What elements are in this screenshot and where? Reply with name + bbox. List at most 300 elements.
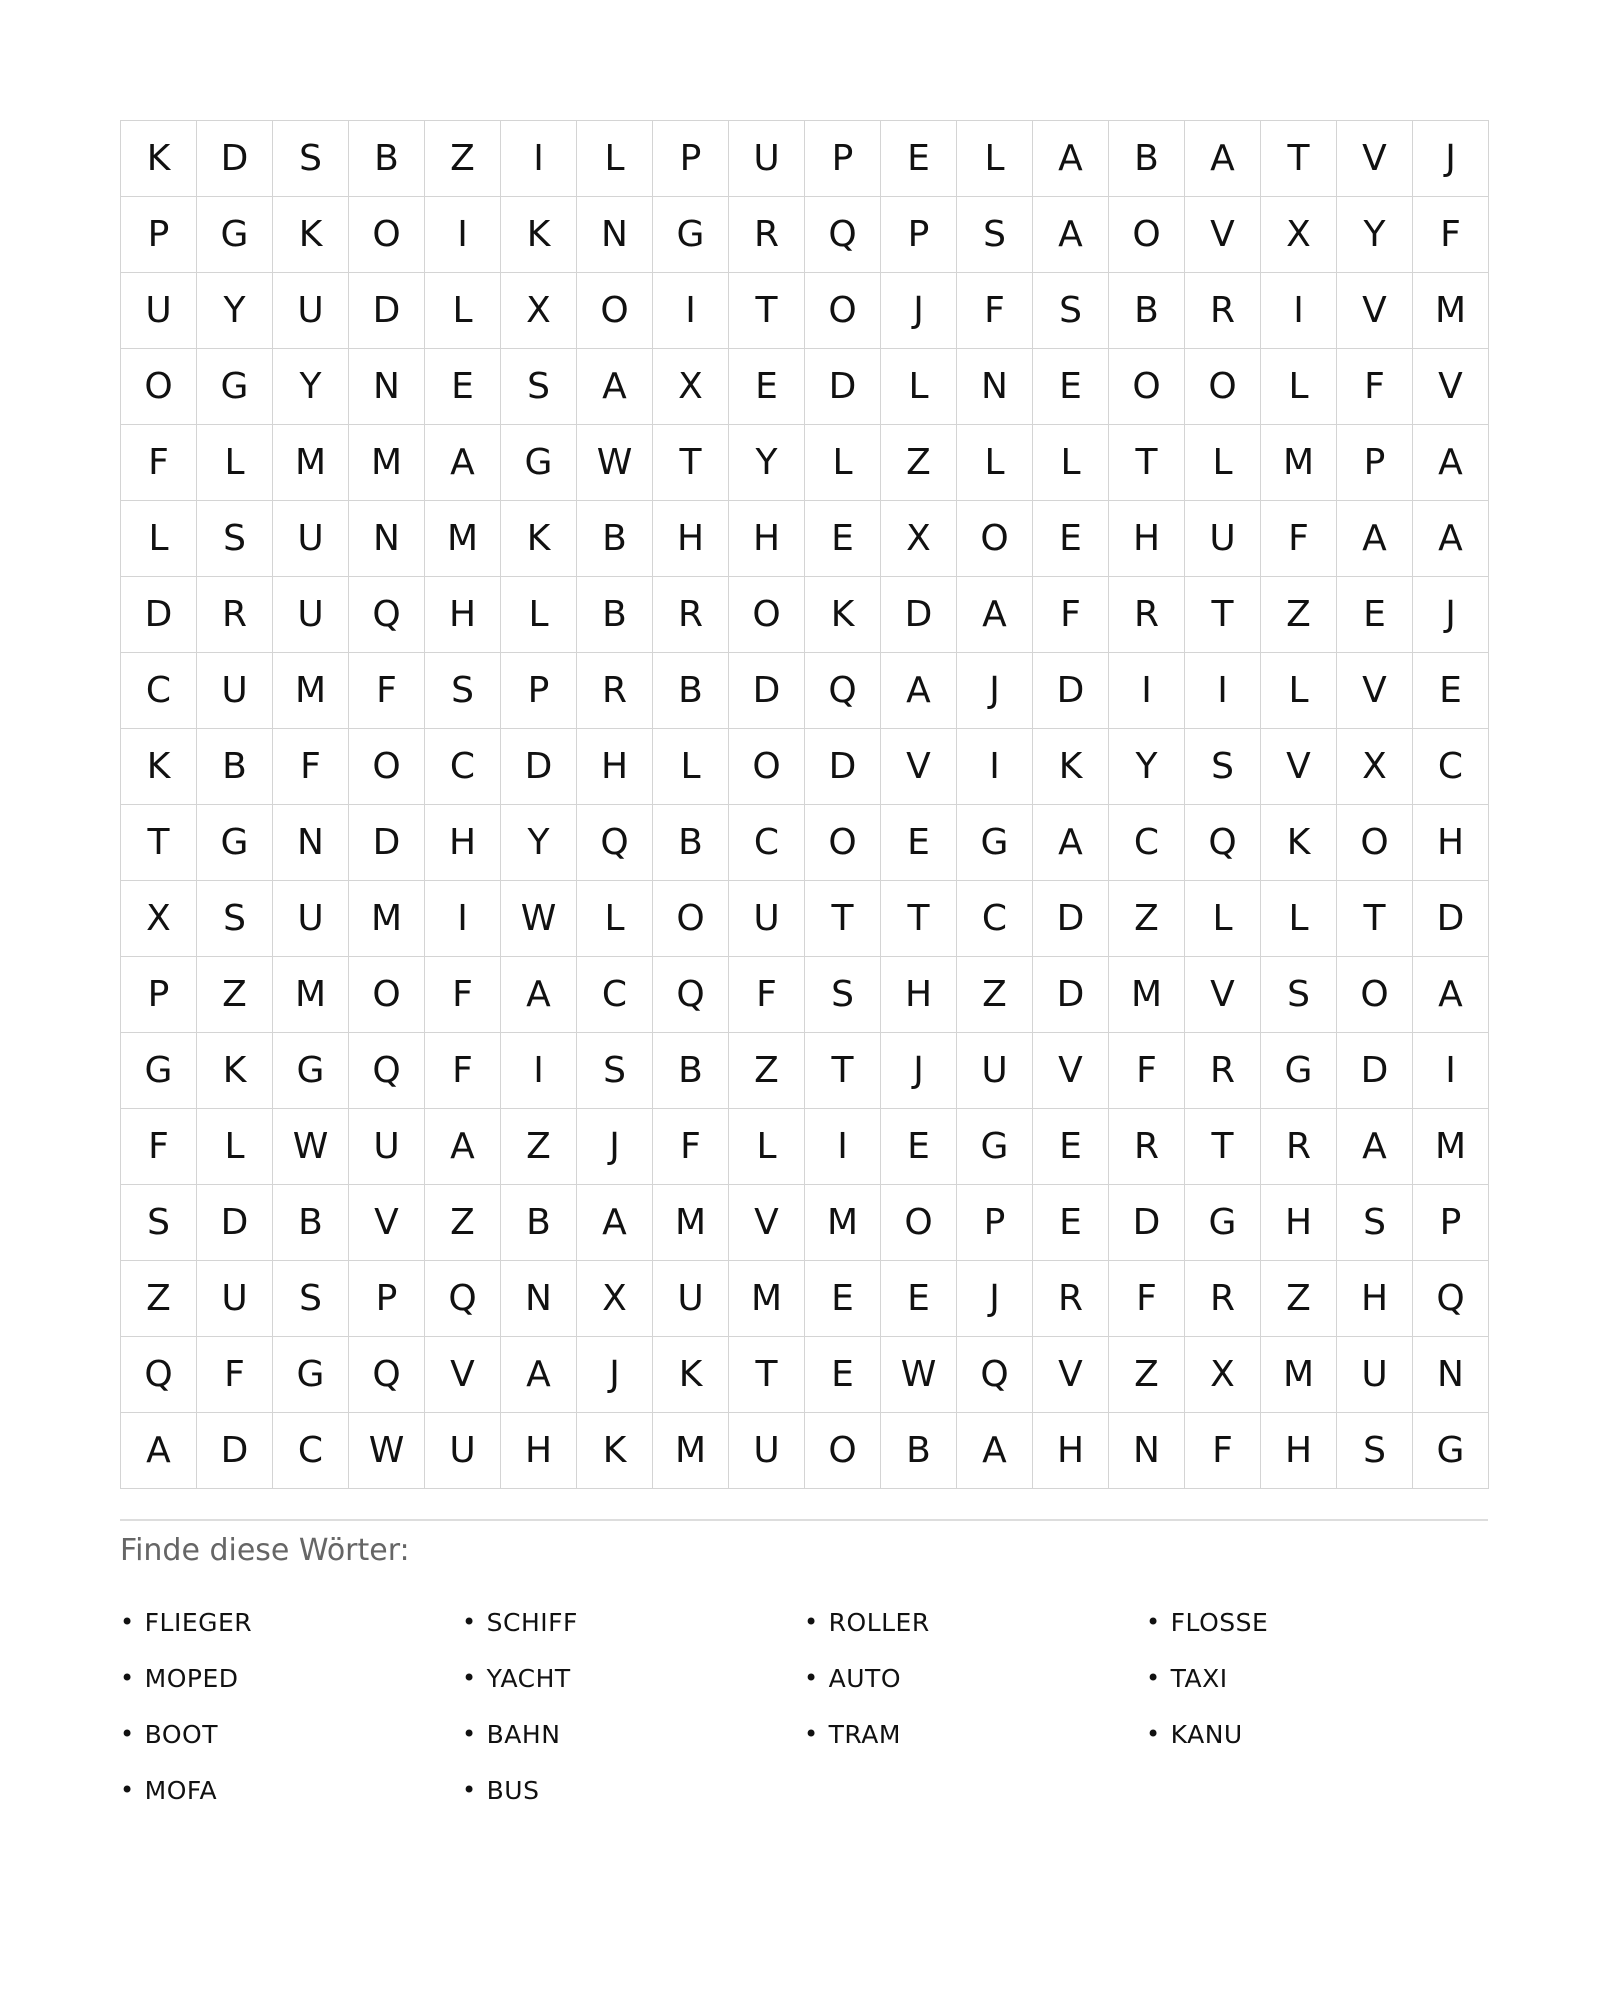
grid-cell[interactable]: B	[1109, 121, 1185, 197]
grid-cell[interactable]: A	[501, 957, 577, 1033]
grid-cell[interactable]: Q	[425, 1261, 501, 1337]
grid-cell[interactable]: Q	[957, 1337, 1033, 1413]
grid-cell[interactable]: M	[273, 957, 349, 1033]
grid-cell[interactable]: Q	[653, 957, 729, 1033]
grid-cell[interactable]: K	[805, 577, 881, 653]
grid-cell[interactable]: F	[1033, 577, 1109, 653]
grid-cell[interactable]: H	[1261, 1413, 1337, 1489]
grid-cell[interactable]: R	[1109, 1109, 1185, 1185]
grid-cell[interactable]: U	[653, 1261, 729, 1337]
grid-cell[interactable]: X	[1261, 197, 1337, 273]
grid-cell[interactable]: A	[425, 1109, 501, 1185]
grid-cell[interactable]: X	[653, 349, 729, 425]
grid-cell[interactable]: C	[425, 729, 501, 805]
grid-cell[interactable]: V	[425, 1337, 501, 1413]
grid-cell[interactable]: L	[1261, 349, 1337, 425]
grid-cell[interactable]: X	[1337, 729, 1413, 805]
grid-cell[interactable]: L	[577, 881, 653, 957]
grid-cell[interactable]: E	[425, 349, 501, 425]
grid-cell[interactable]: S	[1261, 957, 1337, 1033]
grid-cell[interactable]: K	[501, 501, 577, 577]
grid-cell[interactable]: I	[1261, 273, 1337, 349]
grid-cell[interactable]: I	[501, 121, 577, 197]
grid-cell[interactable]: Q	[805, 653, 881, 729]
grid-cell[interactable]: B	[349, 121, 425, 197]
grid-cell[interactable]: D	[1033, 881, 1109, 957]
grid-cell[interactable]: E	[881, 1109, 957, 1185]
grid-cell[interactable]: M	[1413, 273, 1489, 349]
grid-cell[interactable]: L	[425, 273, 501, 349]
grid-cell[interactable]: R	[197, 577, 273, 653]
grid-cell[interactable]: Y	[273, 349, 349, 425]
grid-cell[interactable]: R	[1261, 1109, 1337, 1185]
grid-cell[interactable]: U	[729, 881, 805, 957]
grid-cell[interactable]: D	[197, 1413, 273, 1489]
grid-cell[interactable]: W	[577, 425, 653, 501]
grid-cell[interactable]: A	[881, 653, 957, 729]
grid-cell[interactable]: A	[1033, 121, 1109, 197]
grid-cell[interactable]: T	[1185, 577, 1261, 653]
grid-cell[interactable]: Z	[1109, 881, 1185, 957]
grid-cell[interactable]: I	[653, 273, 729, 349]
grid-cell[interactable]: J	[881, 273, 957, 349]
grid-cell[interactable]: F	[425, 957, 501, 1033]
grid-cell[interactable]: F	[121, 425, 197, 501]
grid-cell[interactable]: Z	[957, 957, 1033, 1033]
grid-cell[interactable]: E	[1033, 1109, 1109, 1185]
grid-cell[interactable]: A	[425, 425, 501, 501]
grid-cell[interactable]: V	[1337, 121, 1413, 197]
grid-cell[interactable]: U	[1337, 1337, 1413, 1413]
grid-cell[interactable]: S	[501, 349, 577, 425]
grid-cell[interactable]: C	[729, 805, 805, 881]
grid-cell[interactable]: O	[653, 881, 729, 957]
grid-cell[interactable]: F	[1261, 501, 1337, 577]
grid-cell[interactable]: D	[881, 577, 957, 653]
grid-cell[interactable]: U	[197, 653, 273, 729]
grid-cell[interactable]: K	[121, 729, 197, 805]
grid-cell[interactable]: W	[501, 881, 577, 957]
grid-cell[interactable]: Y	[729, 425, 805, 501]
grid-cell[interactable]: K	[577, 1413, 653, 1489]
grid-cell[interactable]: U	[1185, 501, 1261, 577]
grid-cell[interactable]: Z	[425, 1185, 501, 1261]
grid-cell[interactable]: D	[1413, 881, 1489, 957]
grid-cell[interactable]: V	[349, 1185, 425, 1261]
grid-cell[interactable]: I	[425, 197, 501, 273]
grid-cell[interactable]: S	[1337, 1185, 1413, 1261]
grid-cell[interactable]: D	[1033, 653, 1109, 729]
grid-cell[interactable]: N	[577, 197, 653, 273]
grid-cell[interactable]: T	[881, 881, 957, 957]
grid-cell[interactable]: M	[729, 1261, 805, 1337]
grid-cell[interactable]: N	[349, 349, 425, 425]
grid-cell[interactable]: O	[805, 273, 881, 349]
grid-cell[interactable]: Y	[1109, 729, 1185, 805]
grid-cell[interactable]: P	[349, 1261, 425, 1337]
grid-cell[interactable]: U	[121, 273, 197, 349]
grid-cell[interactable]: S	[273, 121, 349, 197]
grid-cell[interactable]: E	[881, 1261, 957, 1337]
grid-cell[interactable]: E	[881, 121, 957, 197]
grid-cell[interactable]: C	[121, 653, 197, 729]
grid-cell[interactable]: B	[197, 729, 273, 805]
grid-cell[interactable]: P	[957, 1185, 1033, 1261]
grid-cell[interactable]: S	[577, 1033, 653, 1109]
grid-cell[interactable]: P	[1413, 1185, 1489, 1261]
grid-cell[interactable]: G	[1413, 1413, 1489, 1489]
grid-cell[interactable]: M	[349, 881, 425, 957]
grid-cell[interactable]: O	[1185, 349, 1261, 425]
grid-cell[interactable]: K	[273, 197, 349, 273]
grid-cell[interactable]: L	[957, 121, 1033, 197]
grid-cell[interactable]: F	[425, 1033, 501, 1109]
grid-cell[interactable]: R	[1185, 1261, 1261, 1337]
grid-cell[interactable]: H	[425, 805, 501, 881]
grid-cell[interactable]: K	[1033, 729, 1109, 805]
grid-cell[interactable]: V	[729, 1185, 805, 1261]
grid-cell[interactable]: E	[805, 1337, 881, 1413]
grid-cell[interactable]: N	[957, 349, 1033, 425]
grid-cell[interactable]: L	[1261, 881, 1337, 957]
grid-cell[interactable]: Z	[1109, 1337, 1185, 1413]
grid-cell[interactable]: A	[1413, 425, 1489, 501]
grid-cell[interactable]: D	[729, 653, 805, 729]
grid-cell[interactable]: Q	[349, 1033, 425, 1109]
grid-cell[interactable]: G	[957, 1109, 1033, 1185]
grid-cell[interactable]: O	[349, 197, 425, 273]
grid-cell[interactable]: H	[1109, 501, 1185, 577]
grid-cell[interactable]: U	[273, 577, 349, 653]
grid-cell[interactable]: A	[1033, 805, 1109, 881]
grid-cell[interactable]: L	[805, 425, 881, 501]
grid-cell[interactable]: D	[349, 273, 425, 349]
grid-cell[interactable]: K	[653, 1337, 729, 1413]
grid-cell[interactable]: O	[349, 957, 425, 1033]
grid-cell[interactable]: U	[273, 501, 349, 577]
grid-cell[interactable]: G	[273, 1033, 349, 1109]
grid-cell[interactable]: I	[1185, 653, 1261, 729]
grid-cell[interactable]: C	[1413, 729, 1489, 805]
grid-cell[interactable]: L	[1185, 881, 1261, 957]
grid-cell[interactable]: R	[653, 577, 729, 653]
grid-cell[interactable]: G	[197, 349, 273, 425]
grid-cell[interactable]: Q	[349, 577, 425, 653]
grid-cell[interactable]: L	[501, 577, 577, 653]
grid-cell[interactable]: Q	[577, 805, 653, 881]
grid-cell[interactable]: W	[349, 1413, 425, 1489]
grid-cell[interactable]: M	[273, 653, 349, 729]
grid-cell[interactable]: H	[1337, 1261, 1413, 1337]
grid-cell[interactable]: E	[1413, 653, 1489, 729]
grid-cell[interactable]: V	[1185, 957, 1261, 1033]
grid-cell[interactable]: Z	[1261, 1261, 1337, 1337]
grid-cell[interactable]: K	[197, 1033, 273, 1109]
grid-cell[interactable]: J	[577, 1337, 653, 1413]
grid-cell[interactable]: O	[1109, 349, 1185, 425]
grid-cell[interactable]: X	[121, 881, 197, 957]
grid-cell[interactable]: X	[881, 501, 957, 577]
grid-cell[interactable]: S	[121, 1185, 197, 1261]
grid-cell[interactable]: S	[1033, 273, 1109, 349]
grid-cell[interactable]: D	[121, 577, 197, 653]
grid-cell[interactable]: D	[197, 1185, 273, 1261]
grid-cell[interactable]: H	[1261, 1185, 1337, 1261]
grid-cell[interactable]: F	[273, 729, 349, 805]
grid-cell[interactable]: T	[1109, 425, 1185, 501]
grid-cell[interactable]: A	[121, 1413, 197, 1489]
grid-cell[interactable]: E	[729, 349, 805, 425]
grid-cell[interactable]: B	[577, 501, 653, 577]
grid-cell[interactable]: F	[653, 1109, 729, 1185]
grid-cell[interactable]: S	[1337, 1413, 1413, 1489]
grid-cell[interactable]: F	[349, 653, 425, 729]
grid-cell[interactable]: Q	[1413, 1261, 1489, 1337]
grid-cell[interactable]: V	[1337, 653, 1413, 729]
grid-cell[interactable]: R	[577, 653, 653, 729]
grid-cell[interactable]: L	[121, 501, 197, 577]
grid-cell[interactable]: Q	[805, 197, 881, 273]
grid-cell[interactable]: S	[957, 197, 1033, 273]
grid-cell[interactable]: U	[729, 1413, 805, 1489]
grid-cell[interactable]: V	[1033, 1033, 1109, 1109]
grid-cell[interactable]: M	[273, 425, 349, 501]
grid-cell[interactable]: B	[653, 1033, 729, 1109]
grid-cell[interactable]: A	[957, 577, 1033, 653]
grid-cell[interactable]: D	[501, 729, 577, 805]
grid-cell[interactable]: J	[957, 1261, 1033, 1337]
grid-cell[interactable]: E	[1033, 501, 1109, 577]
grid-cell[interactable]: Z	[121, 1261, 197, 1337]
grid-cell[interactable]: L	[729, 1109, 805, 1185]
grid-cell[interactable]: E	[805, 501, 881, 577]
grid-cell[interactable]: H	[881, 957, 957, 1033]
grid-cell[interactable]: R	[1109, 577, 1185, 653]
grid-cell[interactable]: T	[805, 881, 881, 957]
grid-cell[interactable]: I	[425, 881, 501, 957]
grid-cell[interactable]: M	[425, 501, 501, 577]
grid-cell[interactable]: M	[1109, 957, 1185, 1033]
grid-cell[interactable]: E	[805, 1261, 881, 1337]
grid-cell[interactable]: V	[1033, 1337, 1109, 1413]
grid-cell[interactable]: U	[957, 1033, 1033, 1109]
grid-cell[interactable]: O	[957, 501, 1033, 577]
grid-cell[interactable]: U	[729, 121, 805, 197]
grid-cell[interactable]: A	[501, 1337, 577, 1413]
grid-cell[interactable]: U	[197, 1261, 273, 1337]
grid-cell[interactable]: A	[957, 1413, 1033, 1489]
grid-cell[interactable]: F	[1109, 1033, 1185, 1109]
grid-cell[interactable]: A	[1185, 121, 1261, 197]
grid-cell[interactable]: L	[1185, 425, 1261, 501]
grid-cell[interactable]: L	[197, 425, 273, 501]
grid-cell[interactable]: R	[1033, 1261, 1109, 1337]
grid-cell[interactable]: A	[1413, 957, 1489, 1033]
grid-cell[interactable]: T	[729, 273, 805, 349]
grid-cell[interactable]: P	[881, 197, 957, 273]
grid-cell[interactable]: G	[273, 1337, 349, 1413]
grid-cell[interactable]: D	[1337, 1033, 1413, 1109]
grid-cell[interactable]: D	[197, 121, 273, 197]
grid-cell[interactable]: H	[501, 1413, 577, 1489]
grid-cell[interactable]: Y	[1337, 197, 1413, 273]
grid-cell[interactable]: I	[1109, 653, 1185, 729]
grid-cell[interactable]: P	[1337, 425, 1413, 501]
grid-cell[interactable]: A	[1337, 501, 1413, 577]
grid-cell[interactable]: O	[121, 349, 197, 425]
grid-cell[interactable]: V	[1261, 729, 1337, 805]
grid-cell[interactable]: V	[1413, 349, 1489, 425]
grid-cell[interactable]: Y	[197, 273, 273, 349]
grid-cell[interactable]: A	[1337, 1109, 1413, 1185]
grid-cell[interactable]: G	[1185, 1185, 1261, 1261]
grid-cell[interactable]: T	[1261, 121, 1337, 197]
grid-cell[interactable]: B	[653, 805, 729, 881]
grid-cell[interactable]: E	[1033, 1185, 1109, 1261]
grid-cell[interactable]: Q	[1185, 805, 1261, 881]
grid-cell[interactable]: T	[805, 1033, 881, 1109]
grid-cell[interactable]: T	[1337, 881, 1413, 957]
grid-cell[interactable]: B	[881, 1413, 957, 1489]
grid-cell[interactable]: Q	[349, 1337, 425, 1413]
grid-cell[interactable]: N	[273, 805, 349, 881]
grid-cell[interactable]: J	[577, 1109, 653, 1185]
grid-cell[interactable]: B	[653, 653, 729, 729]
grid-cell[interactable]: L	[197, 1109, 273, 1185]
grid-cell[interactable]: E	[1033, 349, 1109, 425]
grid-cell[interactable]: A	[577, 349, 653, 425]
grid-cell[interactable]: A	[1413, 501, 1489, 577]
grid-cell[interactable]: U	[273, 881, 349, 957]
grid-cell[interactable]: G	[197, 805, 273, 881]
grid-cell[interactable]: M	[1261, 1337, 1337, 1413]
grid-cell[interactable]: O	[881, 1185, 957, 1261]
grid-cell[interactable]: F	[1413, 197, 1489, 273]
grid-cell[interactable]: H	[425, 577, 501, 653]
grid-cell[interactable]: H	[577, 729, 653, 805]
grid-cell[interactable]: X	[577, 1261, 653, 1337]
grid-cell[interactable]: G	[957, 805, 1033, 881]
grid-cell[interactable]: S	[197, 881, 273, 957]
grid-cell[interactable]: S	[805, 957, 881, 1033]
grid-cell[interactable]: H	[729, 501, 805, 577]
grid-cell[interactable]: N	[349, 501, 425, 577]
grid-cell[interactable]: K	[501, 197, 577, 273]
grid-cell[interactable]: O	[729, 577, 805, 653]
grid-cell[interactable]: M	[653, 1413, 729, 1489]
grid-cell[interactable]: O	[805, 1413, 881, 1489]
grid-cell[interactable]: J	[881, 1033, 957, 1109]
grid-cell[interactable]: B	[577, 577, 653, 653]
grid-cell[interactable]: L	[957, 425, 1033, 501]
grid-cell[interactable]: L	[1033, 425, 1109, 501]
grid-cell[interactable]: I	[957, 729, 1033, 805]
grid-cell[interactable]: I	[501, 1033, 577, 1109]
grid-cell[interactable]: X	[501, 273, 577, 349]
grid-cell[interactable]: V	[1337, 273, 1413, 349]
grid-cell[interactable]: T	[121, 805, 197, 881]
grid-cell[interactable]: S	[197, 501, 273, 577]
grid-cell[interactable]: F	[1337, 349, 1413, 425]
grid-cell[interactable]: P	[121, 957, 197, 1033]
grid-cell[interactable]: P	[653, 121, 729, 197]
grid-cell[interactable]: O	[805, 805, 881, 881]
grid-cell[interactable]: D	[1109, 1185, 1185, 1261]
grid-cell[interactable]: P	[501, 653, 577, 729]
grid-cell[interactable]: M	[1413, 1109, 1489, 1185]
grid-cell[interactable]: N	[1109, 1413, 1185, 1489]
grid-cell[interactable]: S	[1185, 729, 1261, 805]
grid-cell[interactable]: W	[273, 1109, 349, 1185]
grid-cell[interactable]: G	[121, 1033, 197, 1109]
grid-cell[interactable]: Z	[1261, 577, 1337, 653]
grid-cell[interactable]: A	[577, 1185, 653, 1261]
grid-cell[interactable]: G	[501, 425, 577, 501]
grid-cell[interactable]: H	[1413, 805, 1489, 881]
grid-cell[interactable]: V	[881, 729, 957, 805]
grid-cell[interactable]: T	[653, 425, 729, 501]
grid-cell[interactable]: O	[349, 729, 425, 805]
grid-cell[interactable]: B	[1109, 273, 1185, 349]
grid-cell[interactable]: Q	[121, 1337, 197, 1413]
grid-cell[interactable]: Y	[501, 805, 577, 881]
grid-cell[interactable]: D	[1033, 957, 1109, 1033]
grid-cell[interactable]: C	[1109, 805, 1185, 881]
grid-cell[interactable]: F	[1185, 1413, 1261, 1489]
grid-cell[interactable]: C	[577, 957, 653, 1033]
grid-cell[interactable]: O	[729, 729, 805, 805]
grid-cell[interactable]: T	[729, 1337, 805, 1413]
grid-cell[interactable]: E	[881, 805, 957, 881]
grid-cell[interactable]: P	[805, 121, 881, 197]
grid-cell[interactable]: M	[349, 425, 425, 501]
grid-cell[interactable]: Z	[501, 1109, 577, 1185]
grid-cell[interactable]: J	[1413, 121, 1489, 197]
grid-cell[interactable]: O	[1337, 805, 1413, 881]
grid-cell[interactable]: O	[577, 273, 653, 349]
grid-cell[interactable]: E	[1337, 577, 1413, 653]
grid-cell[interactable]: D	[805, 729, 881, 805]
grid-cell[interactable]: I	[805, 1109, 881, 1185]
grid-cell[interactable]: C	[273, 1413, 349, 1489]
grid-cell[interactable]: O	[1337, 957, 1413, 1033]
grid-cell[interactable]: U	[349, 1109, 425, 1185]
grid-cell[interactable]: B	[501, 1185, 577, 1261]
grid-cell[interactable]: M	[653, 1185, 729, 1261]
grid-cell[interactable]: U	[273, 273, 349, 349]
grid-cell[interactable]: G	[653, 197, 729, 273]
grid-cell[interactable]: Z	[729, 1033, 805, 1109]
grid-cell[interactable]: N	[501, 1261, 577, 1337]
grid-cell[interactable]: D	[349, 805, 425, 881]
grid-cell[interactable]: J	[957, 653, 1033, 729]
grid-cell[interactable]: U	[425, 1413, 501, 1489]
grid-cell[interactable]: L	[577, 121, 653, 197]
grid-cell[interactable]: S	[425, 653, 501, 729]
grid-cell[interactable]: F	[1109, 1261, 1185, 1337]
grid-cell[interactable]: R	[1185, 1033, 1261, 1109]
grid-cell[interactable]: A	[1033, 197, 1109, 273]
grid-cell[interactable]: H	[653, 501, 729, 577]
grid-cell[interactable]: L	[881, 349, 957, 425]
grid-cell[interactable]: H	[1033, 1413, 1109, 1489]
grid-cell[interactable]: T	[1185, 1109, 1261, 1185]
grid-cell[interactable]: P	[121, 197, 197, 273]
grid-cell[interactable]: M	[805, 1185, 881, 1261]
grid-cell[interactable]: M	[1261, 425, 1337, 501]
grid-cell[interactable]: F	[729, 957, 805, 1033]
grid-cell[interactable]: B	[273, 1185, 349, 1261]
